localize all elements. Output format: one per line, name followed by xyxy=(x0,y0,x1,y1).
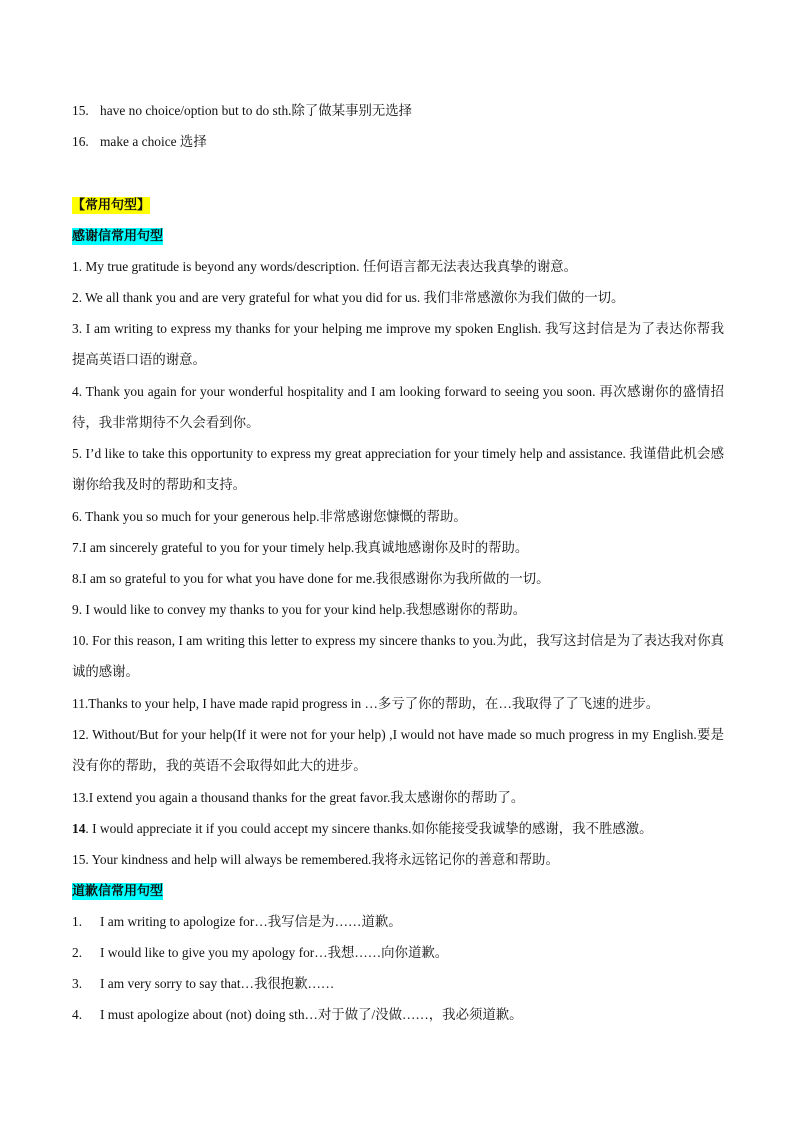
thanks-item: 4. Thank you again for your wonderful hospitality and I am looking forward to seeing you soon. 再次感谢你的盛情招待，我非常期待不久会看到你。 xyxy=(72,384,724,430)
apology-item xyxy=(72,999,724,1030)
apology-item-number: 4. xyxy=(72,1007,83,1022)
vocab-item-number: 15. xyxy=(72,103,89,118)
apology-item-text: I am writing to apologize for…我写信是为……道歉。 xyxy=(100,914,402,929)
thanks-item: 12. Without/But for your help(If it were not for your help) ,I would not have made so much progress in my English.要是没有你的帮助，我的英语不会取得如此大的进步。 xyxy=(72,727,724,773)
section-header xyxy=(72,189,724,221)
vocab-item-15 xyxy=(72,95,724,126)
thanks-heading xyxy=(72,220,724,252)
apology-item-text: I am very sorry to say that…我很抱歉…… xyxy=(100,976,335,991)
thanks-item: 10. For this reason, I am writing this letter to express my sincere thanks to you.为此，我写这封信是为了表达我对你真诚的感谢。 xyxy=(72,633,724,679)
thanks-item-number: 14 xyxy=(72,821,86,836)
apology-item-number: 1. xyxy=(72,914,83,929)
vocab-item-16 xyxy=(72,126,724,157)
thanks-item: 9. I would like to convey my thanks to you for your kind help.我想感谢你的帮助。 xyxy=(72,602,527,617)
thanks-item: 6. Thank you so much for your generous help.非常感谢您慷慨的帮助。 xyxy=(72,509,467,524)
apology-item-text: I must apologize about (not) doing sth…对于做了/没做……，我必须道歉。 xyxy=(100,1007,523,1022)
thanks-item: 2. We all thank you and are very grateful for what you did for us. 我们非常感激你为我们做的一切。 xyxy=(72,290,625,305)
apology-heading-label: 道歉信常用句型 xyxy=(72,884,164,899)
apology-item-number: 3. xyxy=(72,976,83,991)
apology-item xyxy=(72,906,724,937)
apology-item xyxy=(72,937,724,968)
thanks-item: 5. I’d like to take this opportunity to express my great appreciation for your timely help and assistance. 我谨借此机会感谢你给我及时的帮助和支持。 xyxy=(72,446,724,492)
thanks-item: 7.I am sincerely grateful to you for your timely help.我真诚地感谢你及时的帮助。 xyxy=(72,540,529,555)
thanks-item: 11.Thanks to your help, I have made rapid progress in …多亏了你的帮助，在…我取得了了飞速的进步。 xyxy=(72,696,660,711)
vocab-item-text: make a choice 选择 xyxy=(100,134,207,149)
apology-item xyxy=(72,968,724,999)
vocab-item-text: have no choice/option but to do sth.除了做某事别无选择 xyxy=(100,103,413,118)
vocab-item-number: 16. xyxy=(72,134,89,149)
apology-item-number: 2. xyxy=(72,945,83,960)
thanks-item: 8.I am so grateful to you for what you have done for me.我很感谢你为我所做的一切。 xyxy=(72,571,550,586)
thanks-item: 1. My true gratitude is beyond any words/description. 任何语言都无法表达我真挚的谢意。 xyxy=(72,259,578,274)
apology-heading xyxy=(72,875,724,907)
section-header-label: 【常用句型】 xyxy=(72,198,151,213)
thanks-item: 3. I am writing to express my thanks for your helping me improve my spoken English. 我写这封信是为了表达你帮我提高英语口语的谢意。 xyxy=(72,321,724,367)
thanks-item-14 xyxy=(72,813,724,844)
thanks-heading-label: 感谢信常用句型 xyxy=(72,229,164,244)
thanks-item: 15. Your kindness and help will always be remembered.我将永远铭记你的善意和帮助。 xyxy=(72,852,559,867)
thanks-item: 13.I extend you again a thousand thanks for the great favor.我太感谢你的帮助了。 xyxy=(72,790,525,805)
thanks-item-text: . I would appreciate it if you could accept my sincere thanks.如你能接受我诚挚的感谢，我不胜感激。 xyxy=(85,821,653,836)
apology-item-text: I would like to give you my apology for…我想……向你道歉。 xyxy=(100,945,449,960)
